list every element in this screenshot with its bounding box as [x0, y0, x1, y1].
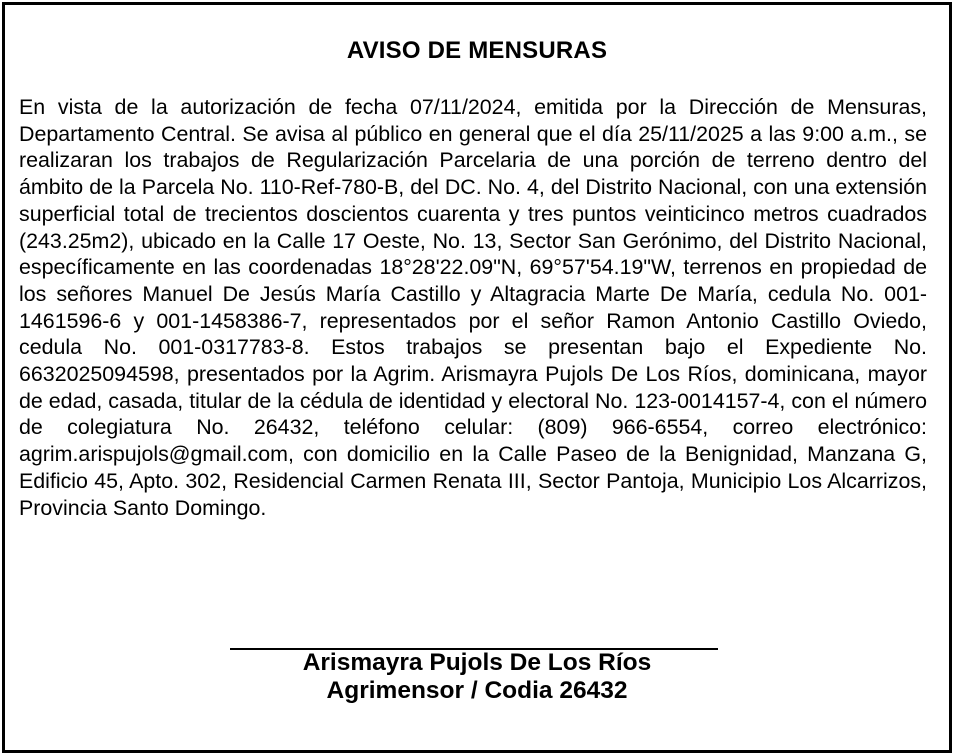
notice-title: AVISO DE MENSURAS	[346, 37, 608, 64]
signer-title: Agrimensor / Codia 26432	[326, 677, 628, 704]
notice-body: En vista de la autorización de fecha 07/11/2024, emitida por la Dirección de Mensuras, Departamento Central. Se avisa al público en general que el día 25/11/2025 a las 9:00 a.m., se realizaran los trabajos de Regularización Parcelaria de una porción de terreno dentro del ámbito de la Parcela No. 110-Ref-780-B, del DC. No. 4, del Distrito Nacional, con una extensión superficial total de trecientos doscientos cuarenta y tres puntos veinticinco metros cuadrados (243.25m2), ubicado en la Calle 17 Oeste, No. 13, Sector San Gerónimo, del Distrito Nacional, específicamente en las coordenadas 18°28'22.09"N, 69°57'54.19"W, terrenos en propiedad de los señores Manuel De Jesús María Castillo y Altagracia Marte De María, cedula No. 001-1461596-6 y 001-1458386-7, representados por el señor Ramon Antonio Castillo Oviedo, cedula No. 001-0317783-8. Estos trabajos se presentan bajo el Expediente No. 6632025094598, presentados por la Agrim. Arismayra Pujols De Los Ríos, dominicana, mayor de edad, casada, titular de la cédula de identidad y electoral No. 123-0014157-4, con el número de colegiatura No. 26432, teléfono celular: (809) 966-6554, correo electrónico: agrim.arispujols@gmail.com, con domicilio en la Calle Paseo de la Benignidad, Manzana G, Edificio 45, Apto. 302, Residencial Carmen Renata III, Sector Pantoja, Municipio Los Alcarrizos, Provincia Santo Domingo.	[19, 95, 927, 520]
signer-name: Arismayra Pujols De Los Ríos	[302, 649, 652, 676]
